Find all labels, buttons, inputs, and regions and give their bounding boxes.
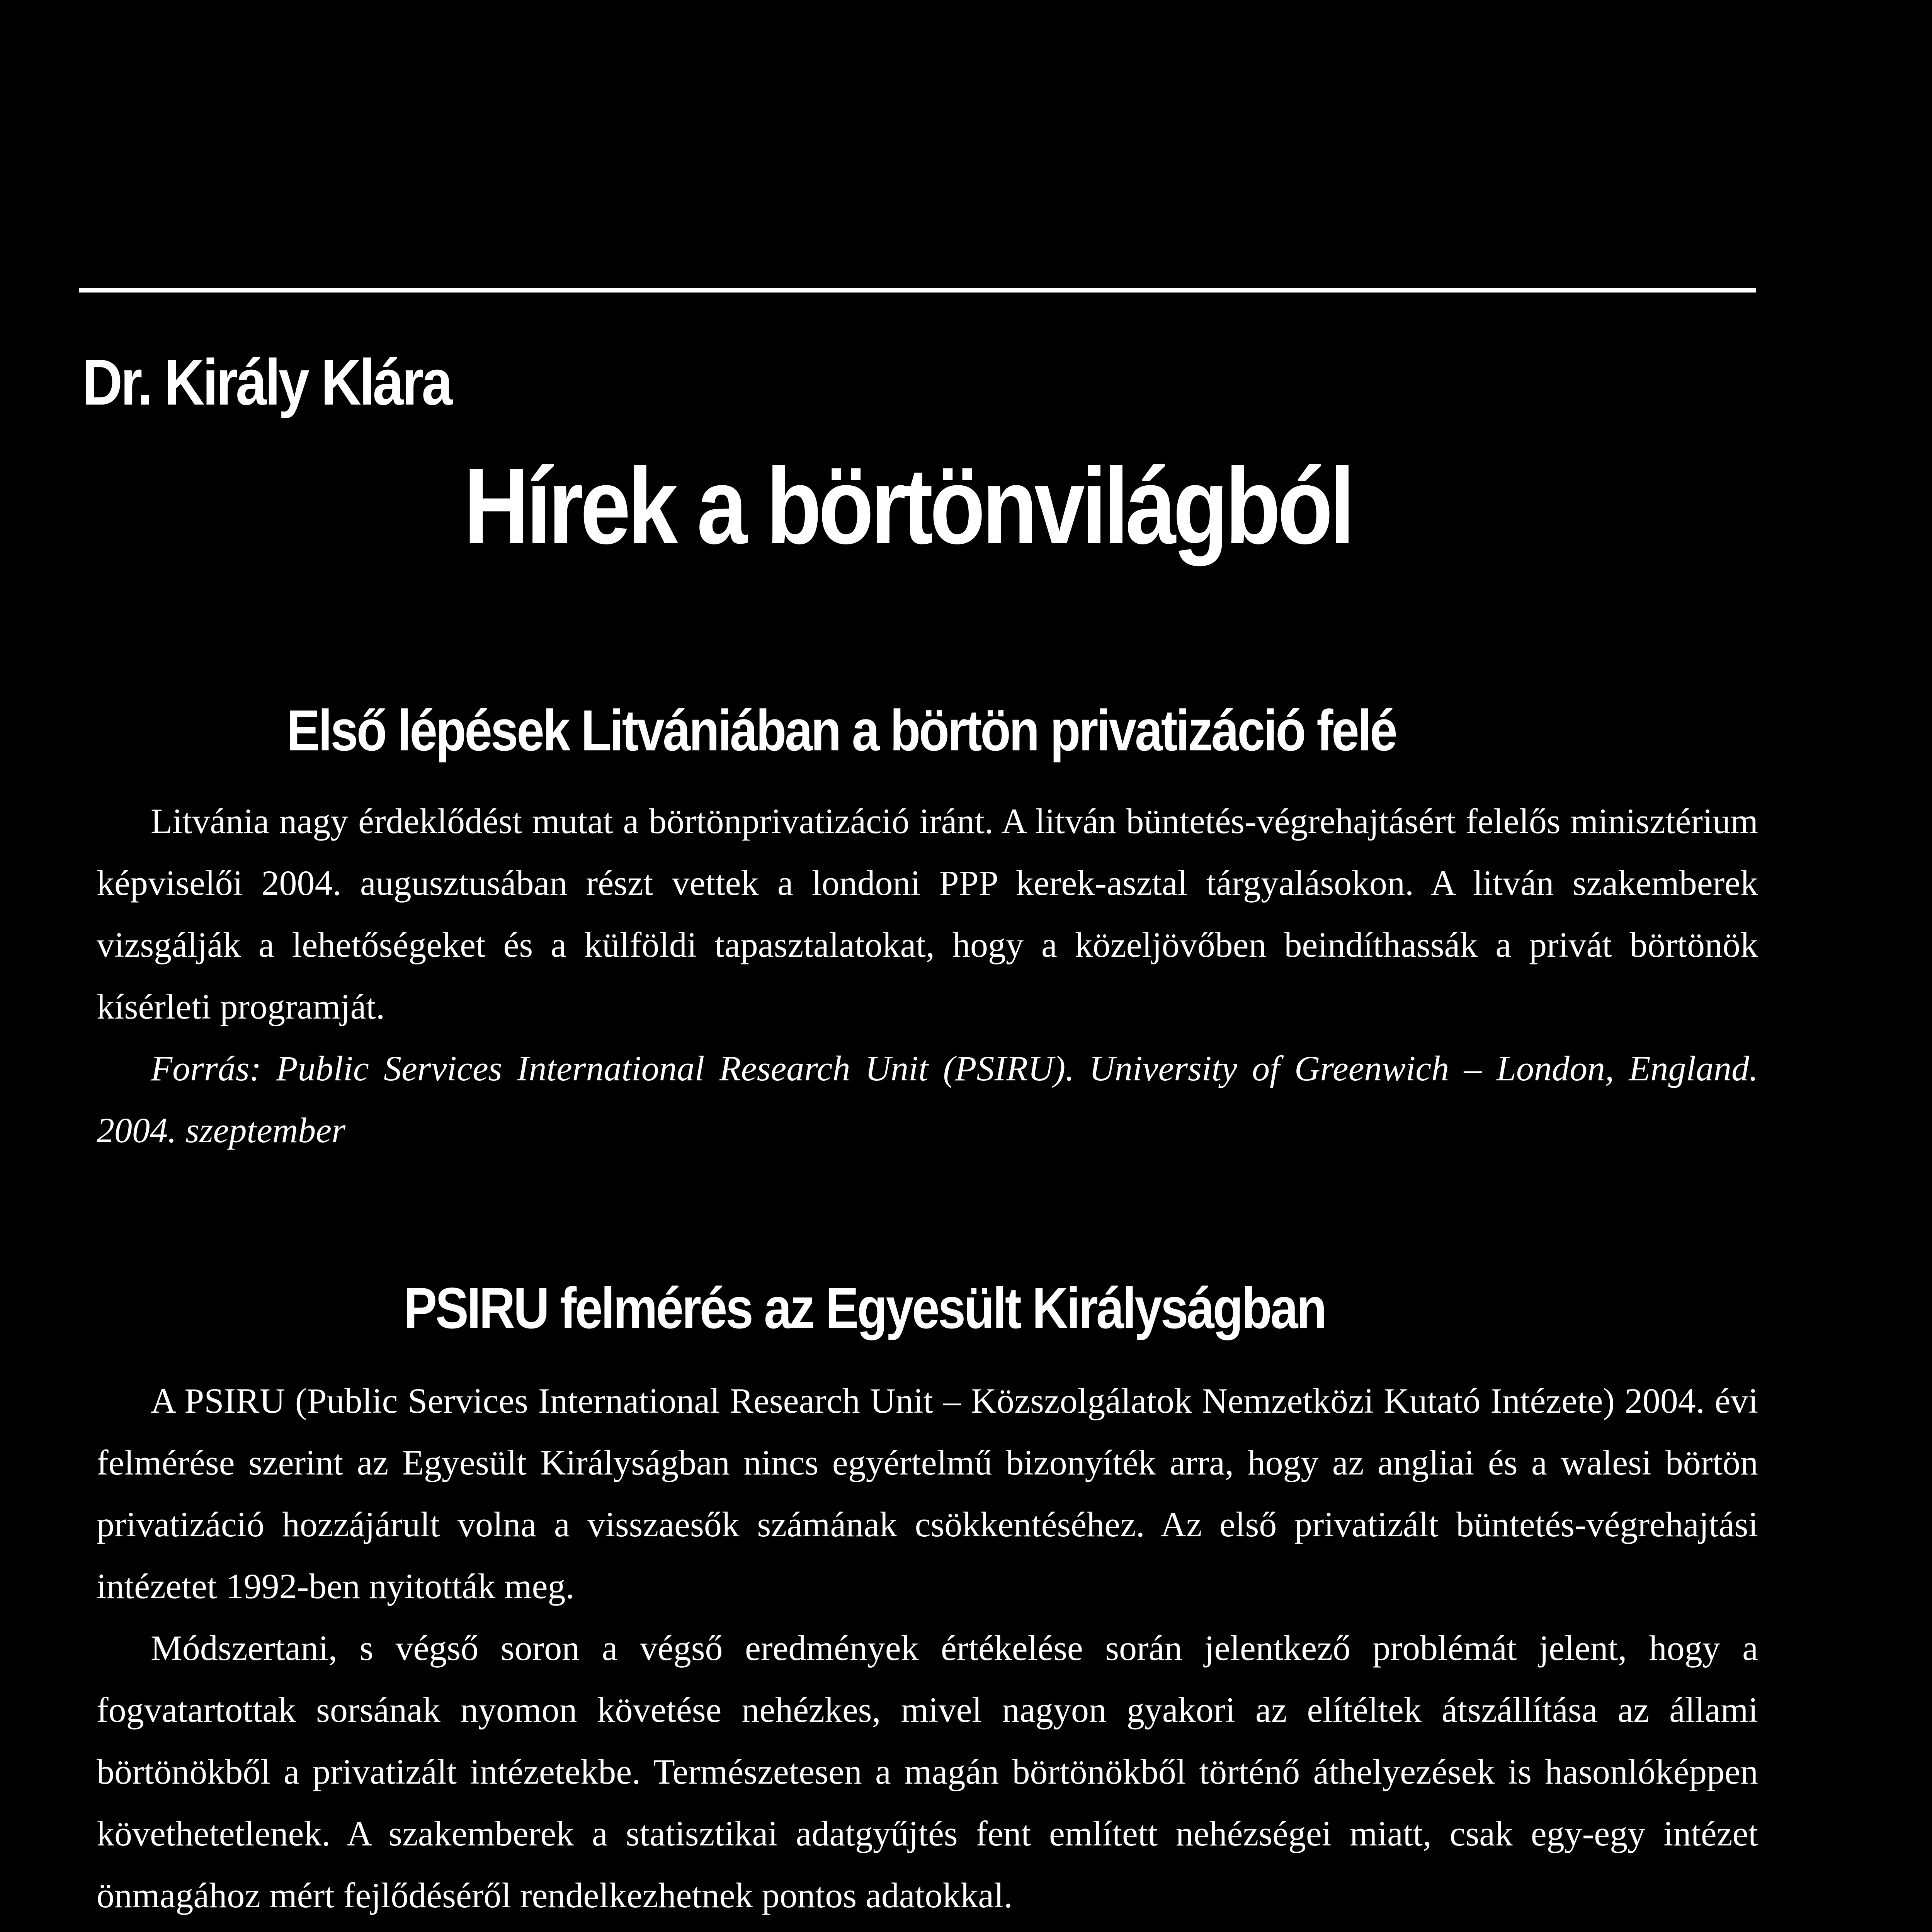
section-body-lithuania [97,790,1758,1161]
paragraph: Módszertani, s végső soron a végső eredmények értékelése során jelentkező problémát jelent, hogy a fogvatartottak sorsának nyomon követése nehézkes, mivel nagyon gyakori az elítéltek átszállítása az állami börtönökből a privatizált intézetekbe. Természetesen a magán börtönökből történő áthelyezések is hasonlóképpen követhetetlenek. A szakemberek a statisztikai adatgyűjtés fent említett nehézségei miatt, csak egy-egy intézet önmagához mért fejlődéséről rendelkezhetnek pontos adatokkal. [97,1628,1758,1915]
section-heading-psiru: PSIRU felmérés az Egyesült Királyságban [404,1276,1325,1340]
top-rule [79,288,1756,293]
paragraph: Litvánia nagy érdeklődést mutat a börtönprivatizáció iránt. A litván büntetés-végrehajtásért felelős minisztérium képviselői 2004. augusztusában részt vettek a londoni PPP kerek-asztal tárgyalásokon. A litván szakemberek vizsgálják a lehetőségeket és a külföldi tapasztalatokat, hogy a közeljövőben beindíthassák a privát börtönök kísérleti programját. [97,801,1758,1026]
section-body-psiru [97,1370,1758,1932]
author-name: Dr. Király Klára [82,346,451,418]
paragraph: A PSIRU (Public Services International Research Unit – Közszolgálatok Nemzetközi Kutató Intézete) 2004. évi felmérése szerint az Egyesült Királyságban nincs egyértelmű bizonyíték arra, hogy az angliai és a walesi börtön privatizáció hozzájárult volna a visszaesők számának csökkentéséhez. Az első privatizált büntetés-végrehajtási intézetet 1992-ben nyitották meg. [97,1381,1758,1606]
source-citation [97,1926,1758,1932]
page-title: Hírek a börtönvilágból [464,446,1352,566]
source-citation: Forrás: Public Services International Research Unit (PSIRU). University of Greenwich – London, England. 2004. szeptember [97,1049,1758,1150]
section-heading-lithuania: Első lépések Litvániában a börtön privatizáció felé [287,698,1396,763]
